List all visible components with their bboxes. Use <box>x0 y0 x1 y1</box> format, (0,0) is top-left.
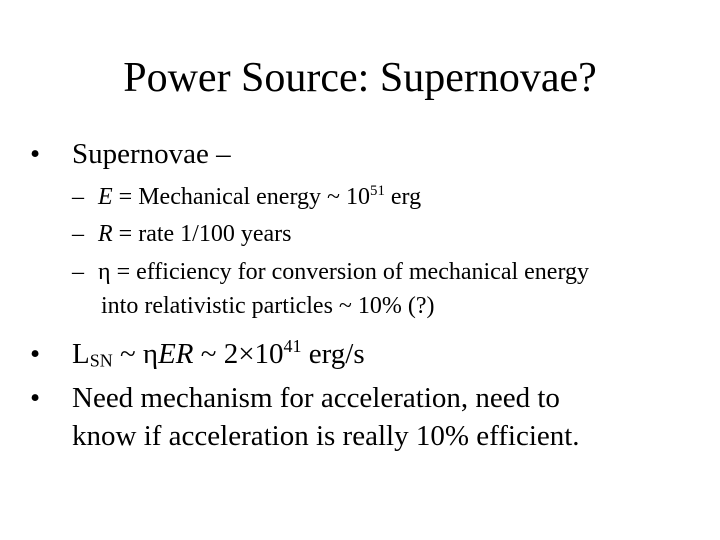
bullet-text: Supernovae – <box>72 138 231 170</box>
subitem-efficiency <box>72 257 589 287</box>
lum-rest: ~ 2×10 <box>193 338 284 370</box>
slide-title: Power Source: Supernovae? <box>123 55 597 101</box>
bullet-icon: • <box>30 138 41 170</box>
symbol-r: R <box>98 221 113 247</box>
need-line2: know if acceleration is really 10% efficient. <box>72 420 580 452</box>
subitem-text: = Mechanical energy ~ 10 <box>112 184 370 210</box>
symbol-eta: η <box>98 259 111 285</box>
lum-italic: ER <box>158 338 194 370</box>
lum-subscript: SN <box>89 350 113 371</box>
lum-mid: ~ η <box>112 338 159 370</box>
subitem-efficiency-line2: into relativistic particles ~ 10% (?) <box>101 293 435 319</box>
subitem-energy <box>72 182 421 212</box>
dash-icon: – <box>72 221 84 247</box>
need-line1: Need mechanism for acceleration, need to <box>72 382 560 414</box>
exponent: 51 <box>370 182 385 199</box>
lum-l: L <box>72 338 90 370</box>
subitem-rate <box>72 219 291 249</box>
bullet-luminosity <box>30 336 365 372</box>
bullet-icon: • <box>30 338 41 370</box>
subitem-unit: erg <box>384 184 422 210</box>
symbol-e: E <box>98 184 113 210</box>
subitem-text: = efficiency for conversion of mechanical energy <box>110 259 590 285</box>
bullet-need-mechanism <box>30 380 560 416</box>
dash-icon: – <box>72 184 84 210</box>
dash-icon: – <box>72 259 84 285</box>
bullet-icon: • <box>30 382 41 414</box>
subitem-text: = rate 1/100 years <box>112 221 292 247</box>
lum-exponent: 41 <box>283 335 302 356</box>
bullet-supernovae <box>30 136 231 172</box>
lum-unit: erg/s <box>301 338 365 370</box>
